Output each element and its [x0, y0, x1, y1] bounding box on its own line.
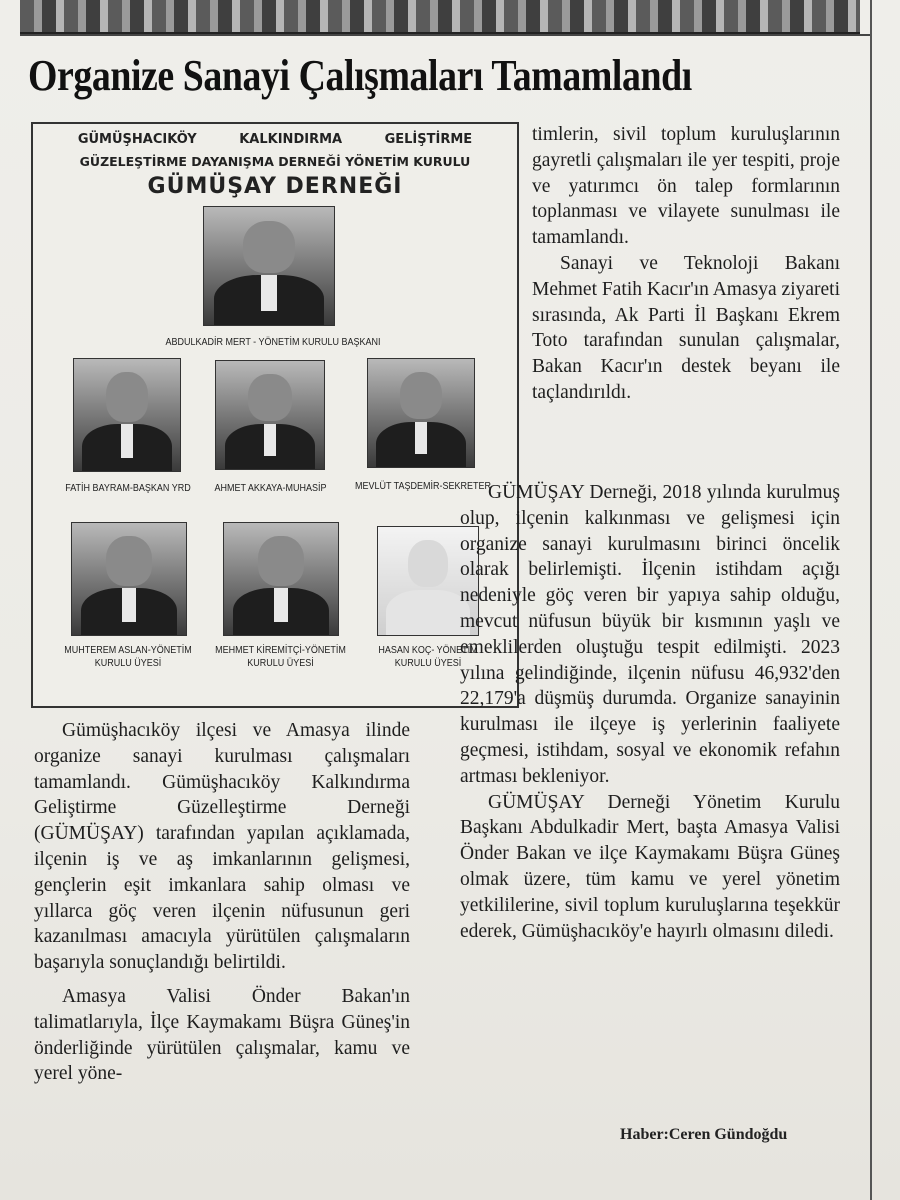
org-line-1: GÜMÜŞHACIKÖY KALKINDIRMA GELİŞTİRME: [77, 132, 473, 147]
top-rule: [20, 34, 872, 36]
member-photo-5: [223, 522, 339, 636]
headline: Organize Sanayi Çalışmaları Tamamlandı: [28, 51, 692, 100]
top-photo-strip: [20, 0, 860, 35]
member-photo-3: [367, 358, 475, 468]
member-photo-2: [215, 360, 325, 470]
right-paragraph-4: GÜMÜŞAY Derneği Yönetim Kurulu Başkanı Abdulkadir Mert, başta Amasya Valisi Önder Bakan ve ilçe Kaymakamı Büşra Güneş olmak üzere, tüm kamu ve yerel yönetim yetkililerine, sivil toplum kuruluşlarına teşekkür ederek, Gümüşhacıköy'e hayırlı olmasını diledi.: [460, 791, 840, 942]
member-photo-1: [73, 358, 181, 472]
right-column-lower: [460, 480, 840, 944]
member-caption-5: MEHMET KİREMİTÇİ-YÖNETİM KURULU ÜYESİ: [215, 645, 346, 669]
left-paragraph-1: Gümüşhacıköy ilçesi ve Amasya ilinde organize sanayi kurulması çalışmaları tamamlandı. Gümüşhacıköy Kalkındırma Geliştirme Güzelleştirme Derneği (GÜMÜŞAY) tarafından yapılan açıklamada, ilçenin iş ve aş imkanlarının gelişmesi, gençlerin eşit imkanlara sahip olması ve yıllarca göç veren ilçenin nüfusunun geri kazanılması amacıyla yürütülen çalışmaların başarıyla sonuçlandığı belirtildi.: [34, 720, 410, 974]
member-caption-4: MUHTEREM ASLAN-YÖNETİM KURULU ÜYESİ: [64, 645, 192, 669]
right-paragraph-1: timlerin, sivil toplum kuruluşlarının gayretli çalışmaları ile yer tespiti, proje ve yatırımcı ön talep formlarının toplanması ve vilayete sunulması ile tamamlandı.: [532, 124, 840, 249]
right-column-upper: [532, 122, 840, 406]
member-caption-3: MEVLÜT TAŞDEMİR-SEKRETER: [354, 481, 492, 492]
right-rule: [870, 0, 872, 1200]
right-paragraph-2: Sanayi ve Teknoloji Bakanı Mehmet Fatih Kacır'ın Amasya ziyareti sırasında, Ak Parti İl Başkanı Ekrem Toto tarafından sunulan çalışmalar, Bakan Kacır'ın destek beyanı ile taçlandırıldı.: [532, 252, 840, 403]
org-title: GÜMÜŞAY DERNEĞİ: [147, 174, 403, 199]
byline: Haber:Ceren Gündoğdu: [620, 1126, 788, 1143]
president-caption: ABDULKADİR MERT - YÖNETİM KURULU BAŞKANI: [165, 337, 381, 348]
president-photo: [203, 206, 335, 326]
right-paragraph-3: GÜMÜŞAY Derneği, 2018 yılında kurulmuş olup, ilçenin kalkınması ve gelişmesi için organize sanayi kurulmasını birinci öncelik olarak belirlemişti. İlçenin istihdam açığı nedeniyle göç veren bir yapıya sahip olduğu, mevcut nüfusun büyük bir kısmının yaşlı ve emeklilerden oluştuğu tespit edilmişti. 2023 yılına gelindiğinde, ilçenin nüfusu 46,932'den 22,179'a düşmüş durumda. Organize sanayinin kurulması ile ilçeye iş yerlerinin faaliyete geçmesi, istihdam, sosyal ve ekonomik refahın artması bekleniyor.: [460, 482, 840, 787]
member-caption-6: HASAN KOÇ- YÖNETİM KURULU ÜYESİ: [378, 645, 478, 669]
left-column: [34, 718, 410, 1087]
association-board-box: [31, 122, 519, 708]
member-photo-4: [71, 522, 187, 636]
left-paragraph-2: Amasya Valisi Önder Bakan'ın talimatlarıyla, İlçe Kaymakamı Büşra Güneş'in önderliğinde yürütülen çalışmalar, kamu ve yerel yöne-: [34, 985, 410, 1085]
org-line-2: GÜZELEŞTİRME DAYANIŞMA DERNEĞİ YÖNETİM KURULU: [79, 154, 471, 169]
member-caption-1: FATİH BAYRAM-BAŞKAN YRD: [65, 483, 191, 494]
member-caption-2: AHMET AKKAYA-MUHASİP: [214, 483, 327, 494]
